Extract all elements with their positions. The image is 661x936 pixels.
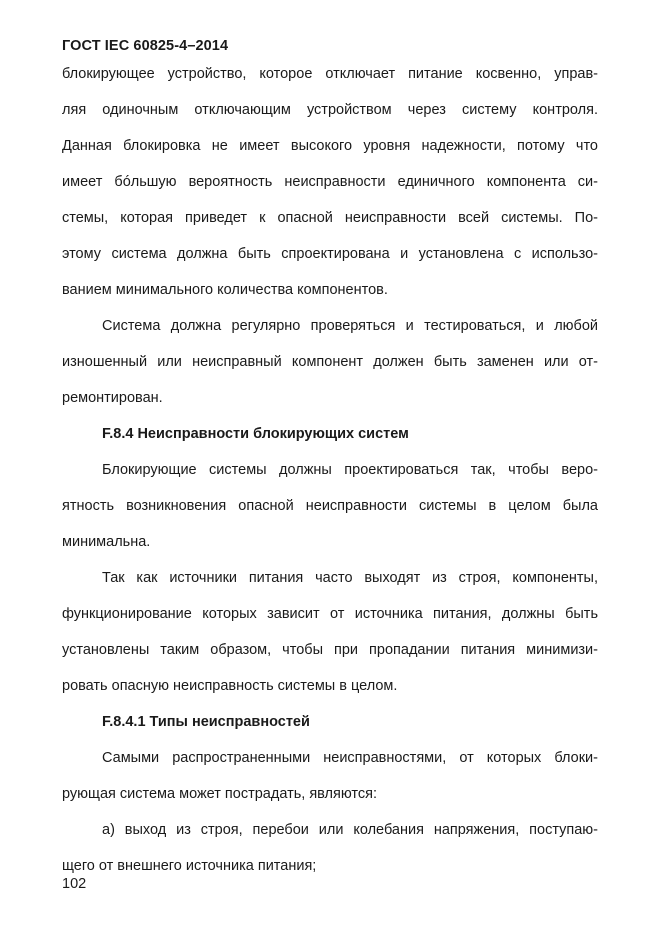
text-line: изношенный или неисправный компонент должен быть заменен или от- [62,354,598,370]
text-line: имеет бóльшую вероятность неисправности единичного компонента си- [62,174,598,190]
text-line: ятность возникновения опасной неисправности системы в целом была [62,498,598,514]
text-line: минимальна. [62,534,151,550]
text-line: Система должна регулярно проверяться и тестироваться, и любой [102,318,598,334]
text-line: блокирующее устройство, которое отключает питание косвенно, управ- [62,66,598,82]
page-number: 102 [62,876,87,892]
list-item-a: а) выход из строя, перебои или колебания напряжения, поступаю- [102,822,598,838]
text-line: рующая система может пострадать, являются: [62,786,378,802]
text-line: Блокирующие системы должны проектироваться так, чтобы веро- [102,462,598,478]
section-heading-f-8-4: F.8.4 Неисправности блокирующих систем [102,426,409,442]
text-line: Данная блокировка не имеет высокого уровня надежности, потому что [62,138,598,154]
text-line: ремонтирован. [62,390,163,406]
text-line: ванием минимального количества компонентов. [62,282,388,298]
text-line: функционирование которых зависит от источника питания, должны быть [62,606,598,622]
text-line: ровать опасную неисправность системы в целом. [62,678,398,694]
text-line: стемы, которая приведет к опасной неисправности всей системы. По- [62,210,598,226]
section-heading-f-8-4-1: F.8.4.1 Типы неисправностей [102,714,310,730]
text-line: Так как источники питания часто выходят из строя, компоненты, [102,570,598,586]
text-line: этому система должна быть спроектирована и установлена с использо- [62,246,598,262]
text-line: Самыми распространенными неисправностями, от которых блоки- [102,750,598,766]
document-header-standard: ГОСТ IEC 60825-4–2014 [62,38,229,54]
document-body [62,62,598,890]
text-line: ляя одиночным отключающим устройством через систему контроля. [62,102,598,118]
text-line: щего от внешнего источника питания; [62,858,317,874]
text-line: установлены таким образом, чтобы при пропадании питания минимизи- [62,642,598,658]
